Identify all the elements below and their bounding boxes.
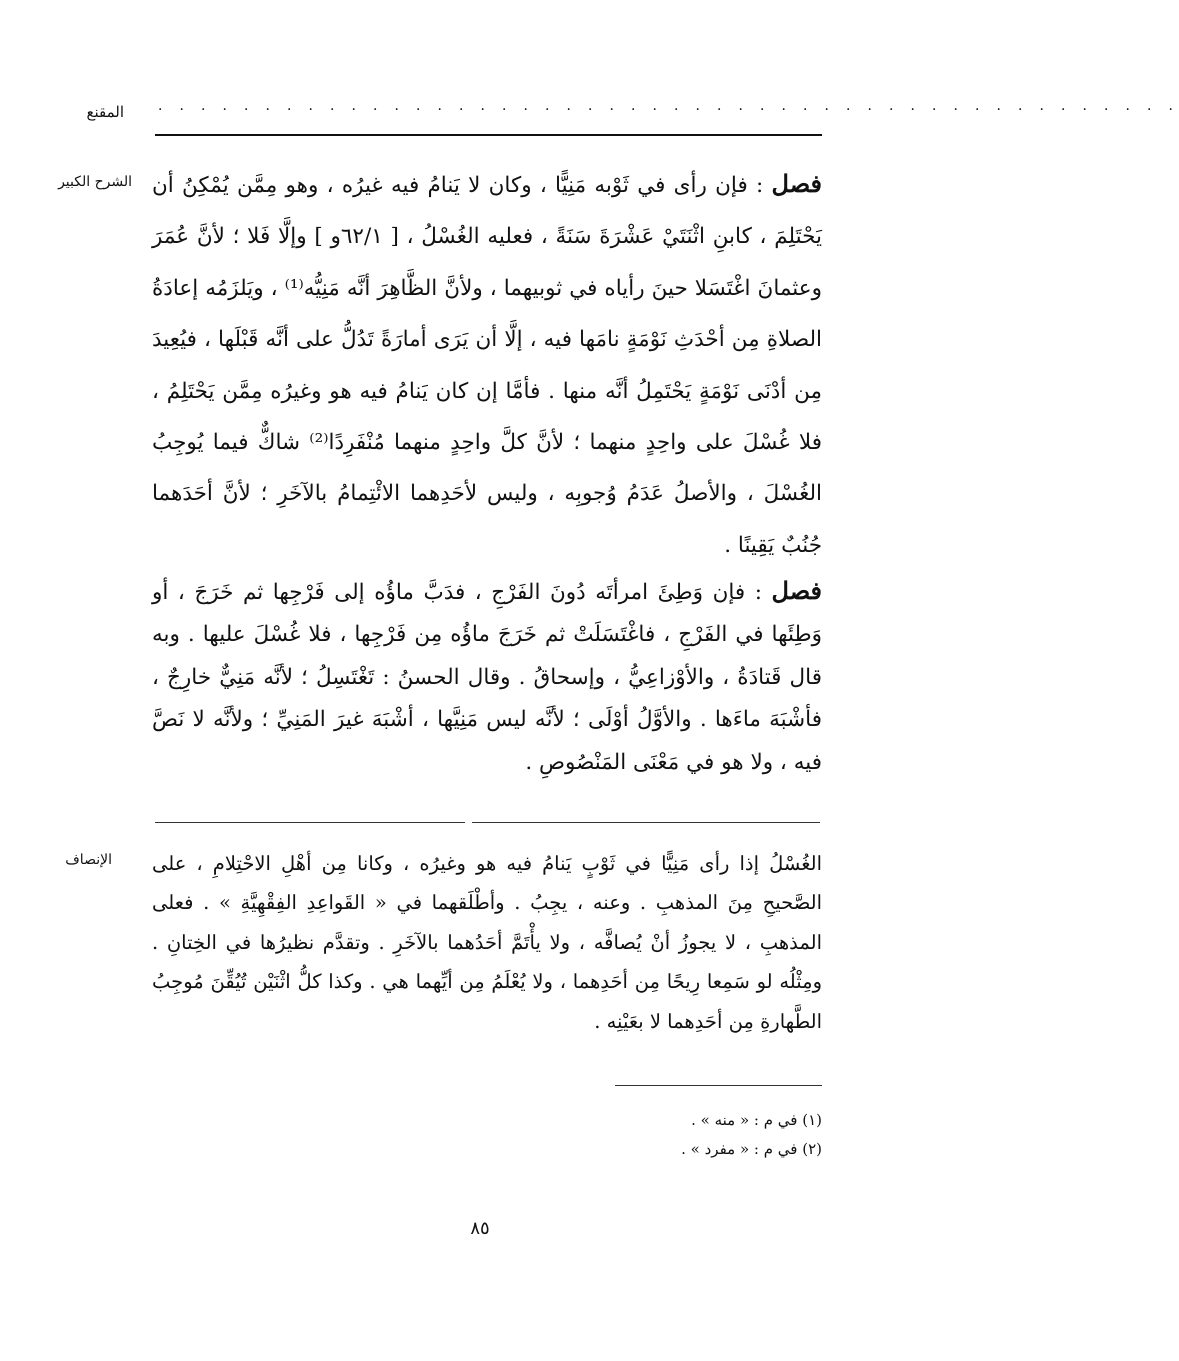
page-number: ٨٥: [470, 1218, 490, 1239]
footnote-2: (٢) في م : « مفرد » .: [681, 1140, 822, 1158]
section-1-term: فصل: [771, 169, 822, 198]
header-rule: [155, 134, 822, 136]
section-1-text: : فإن رأى في ثَوْبه مَنِيًّا ، وكان لا يَنامُ فيه غيرُه ، وهو مِمَّن يُمْكِنُ أن يَحْتَلِمَ ، كابنِ اثْنَتَيْ عَشْرَةَ سَنَةً ، فعليه الغُسْلُ ، [ ٦٢/١و ] وإلَّا فَلا ؛ لأنَّ عُمَرَ وعثمانَ اغْتَسَلا حينَ رأياه في ثوبيهما ، ولأنَّ الظَّاهِرَ أنَّه مَنِيُّه⁽¹⁾ ، ويَلزَمُه إعادَةُ الصلاةِ مِن أحْدَثِ نَوْمَةٍ نامَها فيه ، إلَّا أن يَرَى أمارَةً تَدُلُّ على أنَّه قَبْلَها ، فيُعِيدَ مِن أدْنَى نَوْمَةٍ يَحْتَمِلُ أنَّه منها . فأمَّا إن كان يَنامُ فيه هو وغيرُه مِمَّن يَحْتَلِمُ ، فلا غُسْلَ على واحِدٍ منهما ؛ لأنَّ كلَّ واحِدٍ منهما مُنْفَرِدًا⁽²⁾ شاكٌّ فيما يُوجِبُ الغُسْلَ ، والأصلُ عَدَمُ وُجوبِه ، وليس لأحَدِهما الائْتِمامُ بالآخَرِ ؛ لأنَّ أحَدَهما جُنُبٌ يَقِينًا .: [152, 173, 822, 558]
section-2-term: فصل: [771, 576, 822, 605]
footnote-1: (١) في م : « منه » .: [691, 1111, 822, 1129]
footnotes: [520, 1106, 822, 1164]
header-dotted-line: · · · · · · · · · · · · · · · · · · · · · · · · · · · · · · · · · · · · · · · · · · · · · · · ·: [158, 102, 1179, 118]
divider-left: [155, 822, 465, 823]
footnote-rule: [615, 1085, 822, 1086]
section-2-text: : فإن وَطِئَ امرأتَه دُونَ الفَرْجِ ، فدَبَّ ماؤُه إلى فَرْجِها ثم خَرَجَ ، أو وَطِئَها في الفَرْجِ ، فاغْتَسَلَتْ ثم خَرَجَ ماؤُه مِن فَرْجِها ، فلا غُسْلَ عليها . وبه قال قَتادَةُ ، والأوْزاعِيُّ ، وإسحاقُ . وقال الحسنُ : تَغْتَسِلُ ؛ لأنَّه مَنِيٌّ خارِجٌ ، فأشْبَهَ ماءَها . والأوَّلُ أوْلَى ؛ لأنَّه ليس مَنِيَّها ، أشْبَهَ غيرَ المَنِيِّ ؛ ولأنَّه لا نَصَّ فيه ، ولا هو في مَعْنَى المَنْصُوصِ .: [152, 580, 822, 775]
running-header-title: المقنع: [86, 103, 124, 121]
margin-label-insaf: الإنصاف: [65, 852, 112, 868]
section-2-paragraph: [152, 570, 822, 784]
insaf-text: الغُسْلُ إذا رأى مَنِيًّا في ثَوْبٍ يَنامُ فيه هو وغيرُه ، وكانا مِن أهْلِ الاحْتِلامِ ، على الصَّحيحِ مِنَ المذهبِ . وعنه ، يجِبُ . وأطْلَقهما في « القَواعِدِ الفِقْهِيَّةِ » . فعلى المذهبِ ، لا يجوزُ أنْ يُصافَّه ، ولا يأْتَمَّ أحَدُهما بالآخَرِ . وتقدَّم نظيرُها في الخِتانِ . ومِثْلُه لو سَمِعا رِيحًا مِن أحَدِهما ، ولا يُعْلَمُ مِن أيِّهما هي . وكذا كلُّ اثْنَيْن تُيُقِّنَ مُوجِبُ الطَّهارةِ مِن أحَدِهما لا بعَيْنِه .: [152, 852, 822, 1033]
divider-right: [472, 822, 820, 823]
section-1-paragraph: [152, 158, 822, 571]
margin-label-sharh: الشرح الكبير: [58, 174, 132, 190]
insaf-paragraph: [152, 844, 822, 1041]
